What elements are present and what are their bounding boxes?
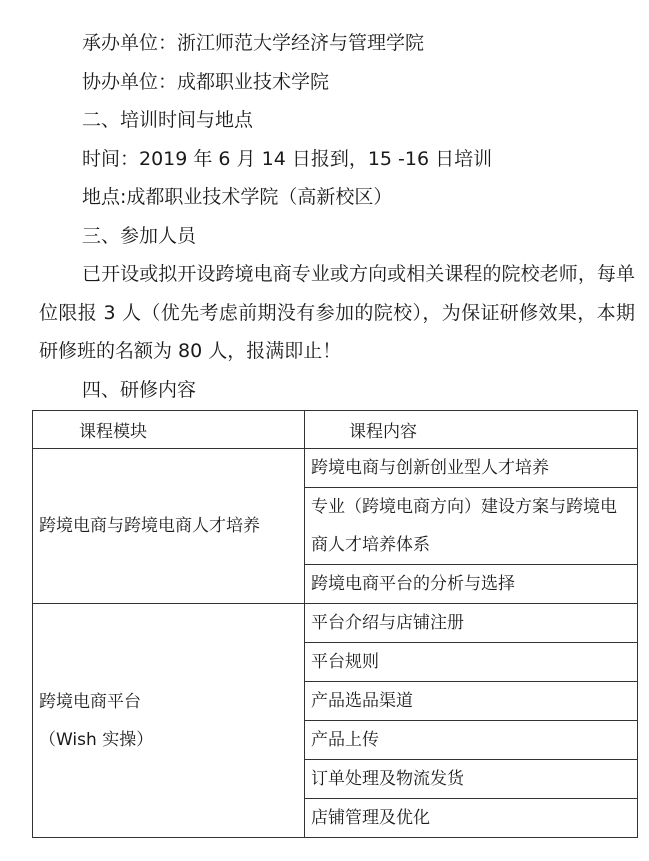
module-cell [33,604,305,838]
module-subtitle: （Wish 实操） [39,729,154,750]
organizer-line: 承办单位：浙江师范大学经济与管理学院 [82,32,425,54]
section-heading-participants: 三、参加人员 [82,225,197,247]
header-cell-content: 课程内容 [305,411,638,449]
table-header-row [33,411,638,449]
content-cell: 跨境电商与创新创业型人才培养 [305,449,638,488]
content-cell: 产品上传 [305,721,638,760]
participants-paragraph: 已开设或拟开设跨境电商专业或方向或相关课程的院校老师，每单位限报 3 人（优先考虑前期没有参加的院校），为保证研修效果，本期研修班的名额为 80 人，报满即止！ [39,263,635,362]
module-name: 跨境电商平台 [39,691,141,712]
content-cell: 专业（跨境电商方向）建设方案与跨境电商人才培养体系 [305,488,638,565]
co-organizer-line: 协办单位：成都职业技术学院 [82,71,330,93]
content-cell: 跨境电商平台的分析与选择 [305,565,638,604]
section-heading-time-location: 二、培训时间与地点 [82,109,254,131]
module-cell: 跨境电商与跨境电商人才培养 [33,449,305,604]
content-cell: 产品选品渠道 [305,682,638,721]
content-cell: 平台规则 [305,643,638,682]
content-cell: 订单处理及物流发货 [305,760,638,799]
content-cell: 平台介绍与店铺注册 [305,604,638,643]
content-cell: 店铺管理及优化 [305,799,638,838]
table-row [33,604,638,643]
section-heading-course-content: 四、研修内容 [82,379,197,401]
table-row [33,449,638,488]
header-cell-module: 课程模块 [33,411,305,449]
course-table [32,410,638,838]
training-time-line: 时间：2019 年 6 月 14 日报到，15 -16 日培训 [82,148,493,170]
training-location-line: 地点:成都职业技术学院（高新校区） [82,186,393,208]
